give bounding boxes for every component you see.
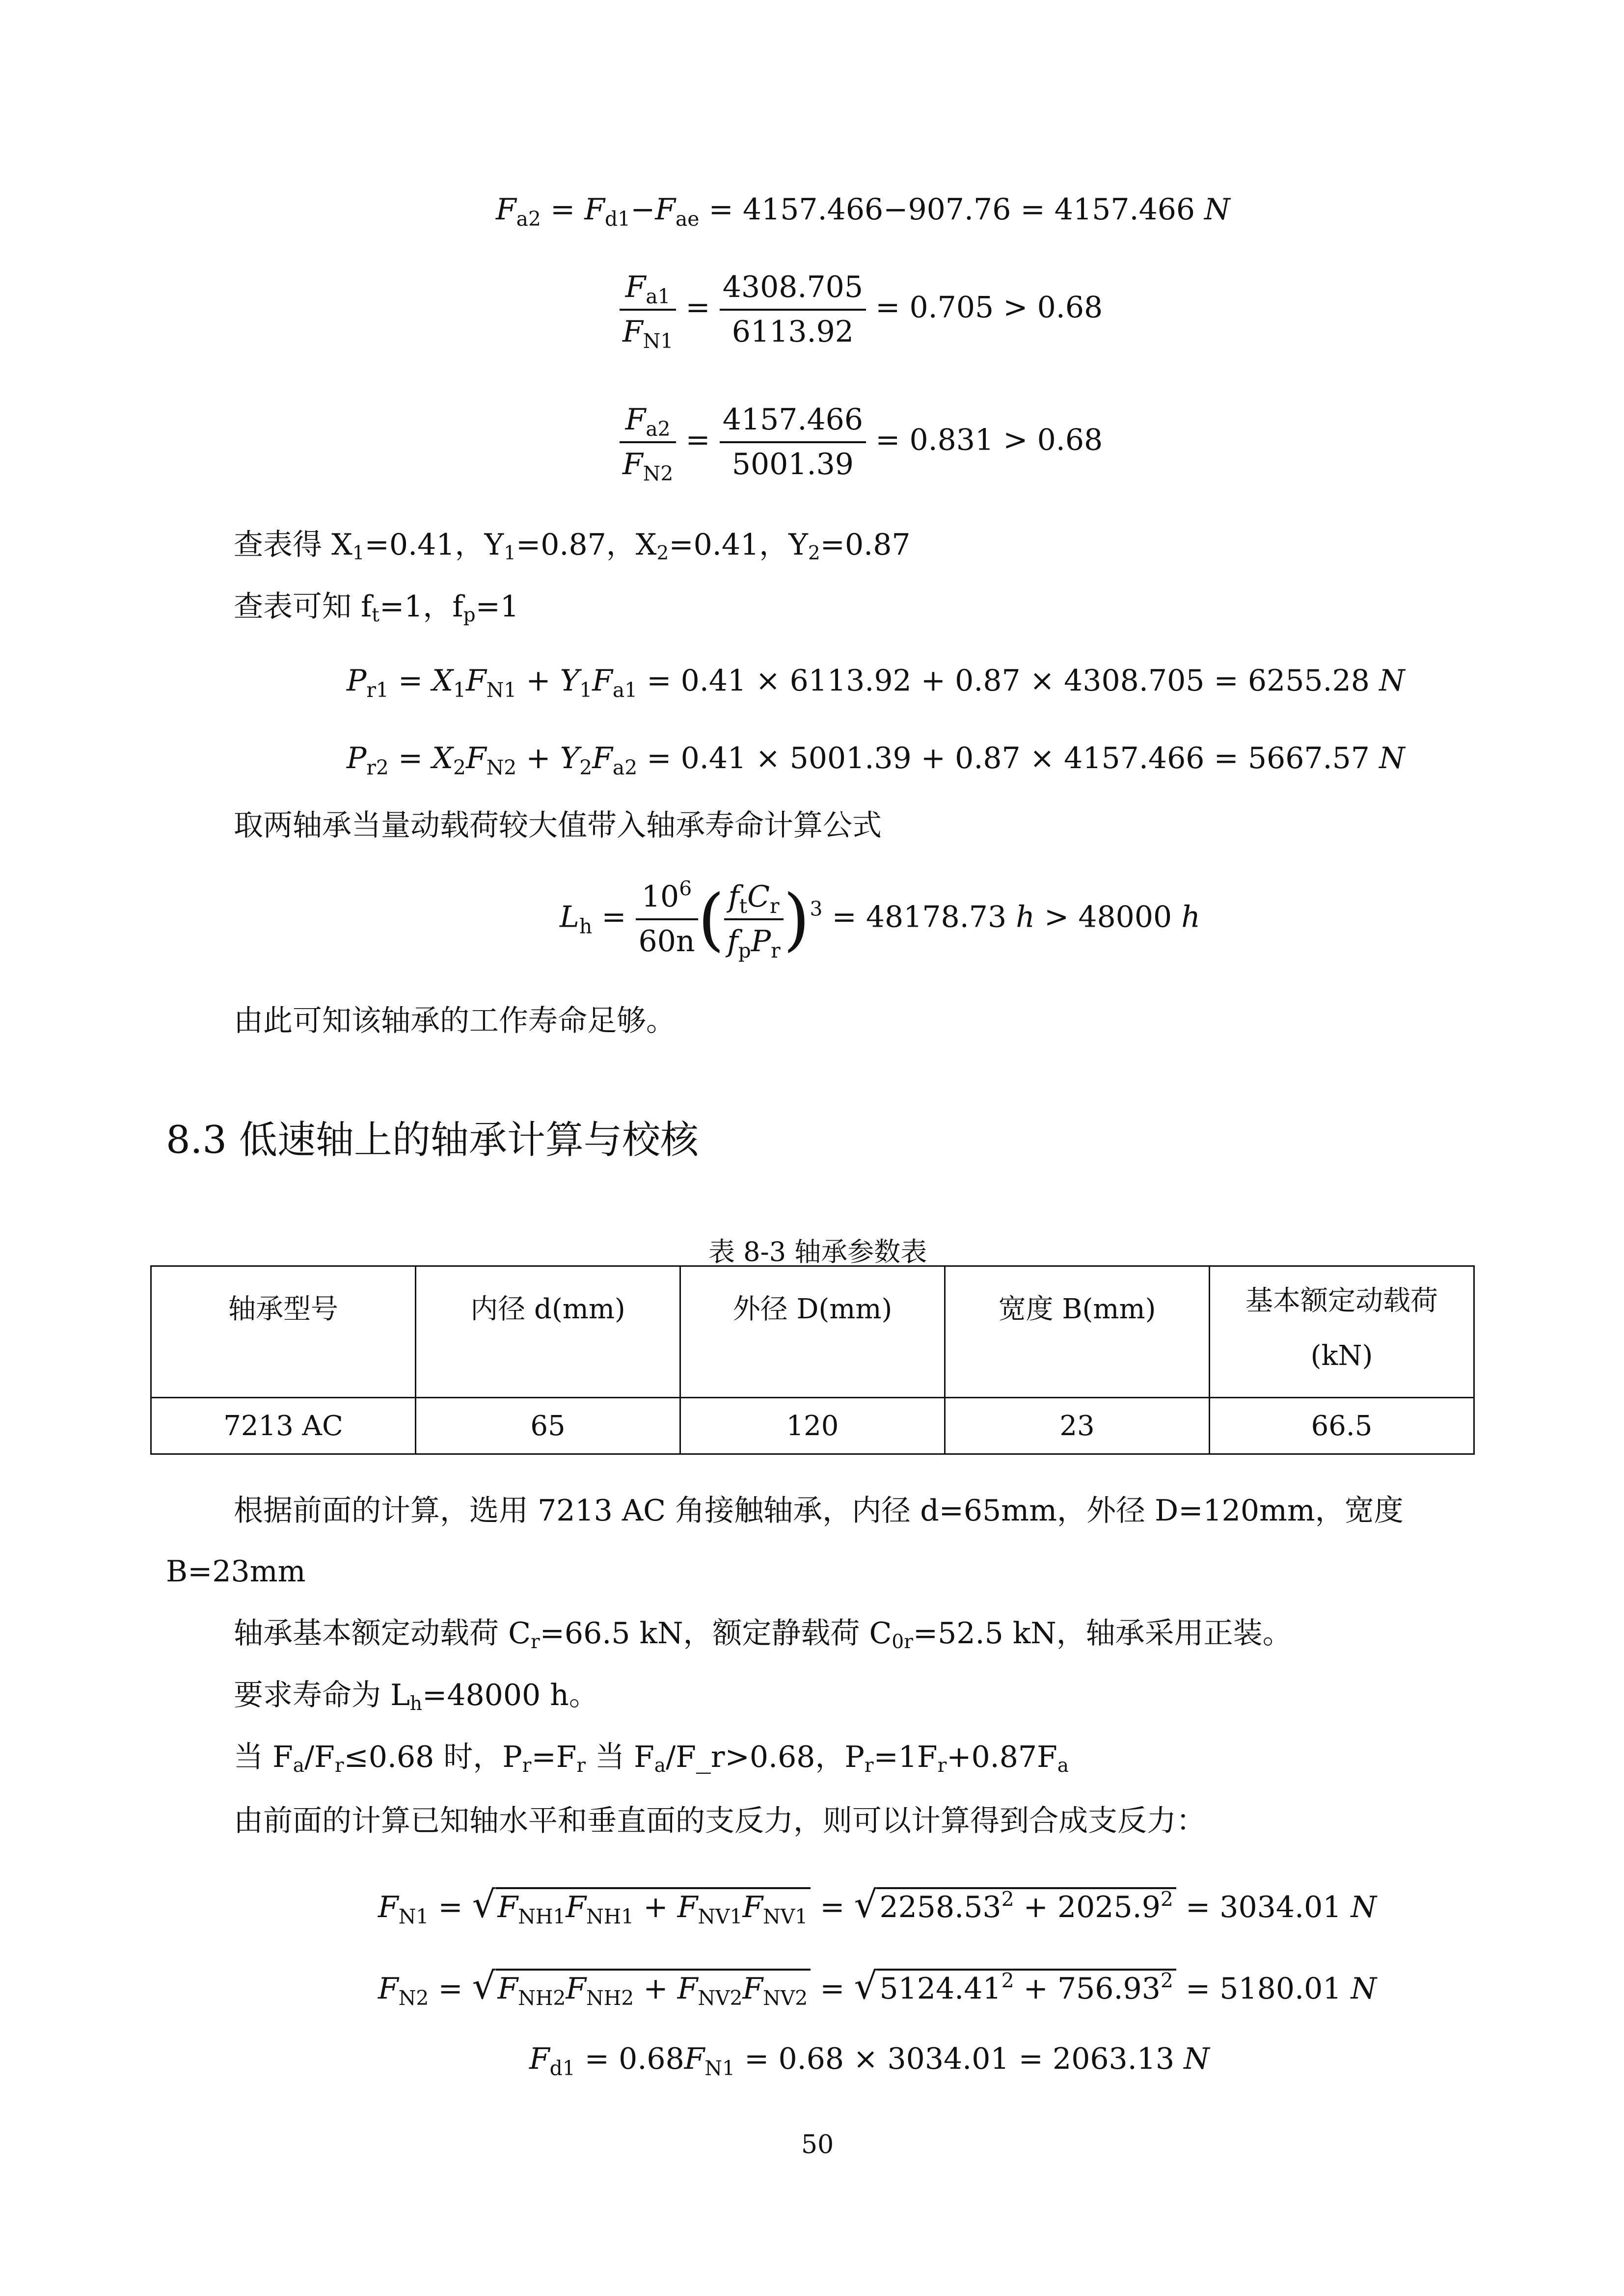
table-header-cell: 宽度 B(mm) xyxy=(945,1266,1210,1398)
equation-fd1: $F_{d1} = 0.68F_{N1} = 0.68 \times 3034.01 = 2063.13$ N xyxy=(529,2042,1210,2081)
text-xy-factors: 查表得 X1=0.41，Y1=0.87，X2=0.41，Y2=0.87 xyxy=(234,528,911,564)
table-header-row xyxy=(151,1266,1474,1398)
page-number: 50 xyxy=(801,2130,834,2160)
paragraph-equivalent-load-rule: 当 Fa/Fr≤0.68 时，Pr=Fr 当 Fa/F_r>0.68，Pr=1Fr+0.87Fa xyxy=(234,1740,1069,1777)
equation-ratio-1: $\frac{F_{a1}}{F_{N1}}$ = $\frac{4308.705}{6113.92}$ = 0.705 > 0.68 xyxy=(620,269,1103,350)
table-cell: 66.5 xyxy=(1210,1398,1474,1454)
paragraph-required-life: 要求寿命为 Lh=48000 h。 xyxy=(234,1678,598,1715)
table-header-cell: 内径 d(mm) xyxy=(416,1266,680,1398)
bearing-parameter-table xyxy=(150,1265,1475,1455)
table-header-cell: 基本额定动载荷 (kN) xyxy=(1210,1266,1474,1398)
table-header-cell: 轴承型号 xyxy=(151,1266,416,1398)
paragraph-load-ratings: 轴承基本额定动载荷 Cr=66.5 kN，额定静载荷 C0r=52.5 kN，轴承采用正装。 xyxy=(234,1616,1292,1653)
table-header-cell: 外径 D(mm) xyxy=(680,1266,945,1398)
equation-pr2: $P_{r2} = X_2F_{N2} + Y_2F_{a2} = 0.41 \times 5001.39 + 0.87 \times 4157.466 = 5667.57$ N xyxy=(347,741,1405,780)
table-cell: 7213 AC xyxy=(151,1398,416,1454)
equation-fn2: $F_{N2} = √F_{NH2}F_{NH2} + F_{NV2}F_{NV2} = √5124.41^2 + 756.93^2 = 5180.01$ N xyxy=(378,1964,1377,2010)
table-row xyxy=(151,1398,1474,1454)
paragraph-selection-line2: B=23mm xyxy=(166,1554,306,1589)
equation-life: $L_h$ = $\frac{10^6}{60n}$ ( $\frac{f_tC_r}{f_pP_r}$ )$^3$ = 48178.73 h > 48000 h xyxy=(560,877,1200,963)
table-cell: 65 xyxy=(416,1398,680,1454)
equation-fa2: $F_{a2} = F_{d1}-F_{ae} = 4157.466-907.76 = 4157.466$ N xyxy=(496,192,1230,231)
text-f-factors: 查表可知 ft=1，fp=1 xyxy=(234,589,519,626)
paragraph-support-reactions: 由前面的计算已知轴水平和垂直面的支反力，则可以计算得到合成支反力： xyxy=(234,1804,1206,1838)
section-heading: 8.3 低速轴上的轴承计算与校核 xyxy=(166,1118,699,1162)
equation-pr1: $P_{r1} = X_1F_{N1} + Y_1F_{a1} = 0.41 \times 6113.92 + 0.87 \times 4308.705 = 6255.28$ N xyxy=(347,664,1405,702)
table-cell: 120 xyxy=(680,1398,945,1454)
paragraph-selection-line1: 根据前面的计算，选用 7213 AC 角接触轴承，内径 d=65mm，外径 D=120mm，宽度 xyxy=(234,1494,1404,1528)
text-take-larger: 取两轴承当量动载荷较大值带入轴承寿命计算公式 xyxy=(234,808,882,843)
table-cell: 23 xyxy=(945,1398,1210,1454)
text-life-enough: 由此可知该轴承的工作寿命足够。 xyxy=(234,1004,676,1038)
equation-fn1: $F_{N1} = √F_{NH1}F_{NH1} + F_{NV1}F_{NV1} = √2258.53^2 + 2025.9^2 = 3034.01$ N xyxy=(378,1883,1377,1929)
table-caption: 表 8-3 轴承参数表 xyxy=(708,1236,927,1267)
equation-ratio-2: $\frac{F_{a2}}{F_{N2}}$ = $\frac{4157.466}{5001.39}$ = 0.831 > 0.68 xyxy=(620,401,1103,483)
